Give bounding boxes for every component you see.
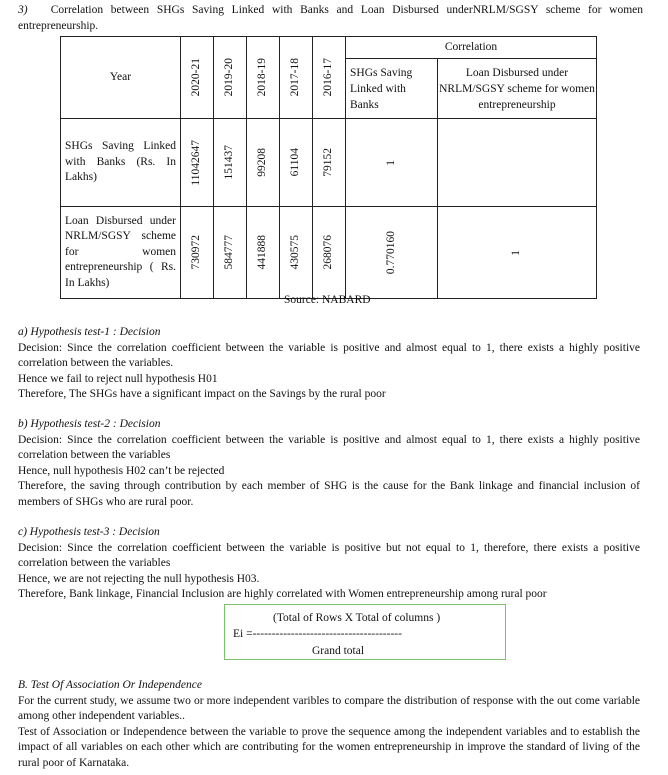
correlation-table (60, 36, 597, 299)
section-b-title: B. Test Of Association Or Independence (18, 679, 202, 691)
corr-cell-1-2 (438, 119, 597, 207)
table-cell: 79152 (313, 119, 346, 207)
year-header: Year (61, 37, 181, 119)
table-cell: 99208 (247, 119, 280, 207)
formula-numerator: (Total of Rows X Total of columns ) (273, 612, 441, 624)
table-source: Source: NABARD (284, 294, 371, 306)
row-label-loan-disbursed: Loan Disbursed under NRLM/SGSY scheme for women entrepreneurship ( Rs. In Lakhs) (61, 207, 181, 299)
corr-cell-2-2: 1 (438, 207, 597, 299)
table-cell: 584777 (214, 207, 247, 299)
hypothesis-line: Decision: Since the correlation coefficient between the variable is positive but not equal to 1, therefore, there exists a positive correlation between the variables (18, 541, 640, 569)
table-cell: 11042647 (181, 119, 214, 207)
table-cell: 268076 (313, 207, 346, 299)
hypothesis-line: Hence, we are not rejecting the null hypothesis H03. (18, 572, 260, 585)
corr-col-shg-saving: SHGs Saving Linked with Banks (346, 59, 438, 119)
table-cell: 430575 (280, 207, 313, 299)
hypothesis-line: Therefore, The SHGs have a significant impact on the Savings by the rural poor (18, 388, 386, 400)
hypothesis-line: Hence, null hypothesis H02 can’t be rejected (18, 464, 225, 477)
heading-number: 3) (18, 4, 28, 16)
table-cell: 61104 (280, 119, 313, 207)
section-heading (18, 3, 643, 34)
hypothesis-title: b) Hypothesis test-2 : Decision (18, 418, 161, 430)
formula-lhs: Ei =--------------------------------------- (233, 628, 402, 640)
table-cell: 151437 (214, 119, 247, 207)
row-label-shg-saving: SHGs Saving Linked with Banks (Rs. In Lakhs) (61, 119, 181, 207)
expected-frequency-formula (224, 604, 506, 660)
year-2017-18: 2017-18 (280, 37, 313, 119)
corr-col-loan-disbursed: Loan Disbursed under NRLM/SGSY scheme for women entrepreneurship (438, 59, 597, 119)
hypothesis-line: Decision: Since the correlation coefficient between the variable is positive and almost equal to 1, there exists a highly positive correlation between the variables. (18, 341, 640, 369)
hypothesis-line: Therefore, the saving through contribution by each member of SHG is the cause for the Bank linkage and financial inclusion of members of SHGs who are rural poor. (18, 480, 640, 508)
corr-cell-1-1: 1 (346, 119, 438, 207)
hypothesis-1-block (18, 325, 640, 403)
hypothesis-line: Hence we fail to reject null hypothesis H01 (18, 372, 218, 385)
hypothesis-title: c) Hypothesis test-3 : Decision (18, 526, 160, 538)
table-cell: 730972 (181, 207, 214, 299)
year-2020-21: 2020-21 (181, 37, 214, 119)
section-b (18, 678, 640, 771)
hypothesis-title: a) Hypothesis test-1 : Decision (18, 326, 161, 338)
section-b-paragraph-1: For the current study, we assume two or more independent varibles to compare the distribution of response with the out come variable among other independent variables.. (18, 694, 640, 722)
year-2018-19: 2018-19 (247, 37, 280, 119)
year-2016-17: 2016-17 (313, 37, 346, 119)
formula-denominator: Grand total (312, 645, 365, 657)
section-b-paragraph-2: Test of Association or Independence between the variable to prove the sequence among the independent variables and to establish the impact of all variables on each other which are contributing for the women entrepreneurship in improve the standard of living of the rural poor of Karnataka. (18, 725, 640, 769)
heading-text: Correlation between SHGs Saving Linked with Banks and Loan Disbursed underNRLM/SGSY scheme for women entrepreneurship. (18, 4, 643, 32)
hypothesis-3-block (18, 525, 640, 603)
hypothesis-line: Decision: Since the correlation coefficient between the variable is positive and almost equal to 1, there exists a highly positive correlation between the variables (18, 433, 640, 461)
hypothesis-line: Therefore, Bank linkage, Financial Inclusion are highly correlated with Women entrepreneurship among rural poor (18, 588, 547, 600)
corr-cell-2-1: 0.770160 (346, 207, 438, 299)
hypothesis-2-block (18, 417, 640, 510)
correlation-header: Correlation (346, 37, 597, 59)
year-2019-20: 2019-20 (214, 37, 247, 119)
table-cell: 441888 (247, 207, 280, 299)
